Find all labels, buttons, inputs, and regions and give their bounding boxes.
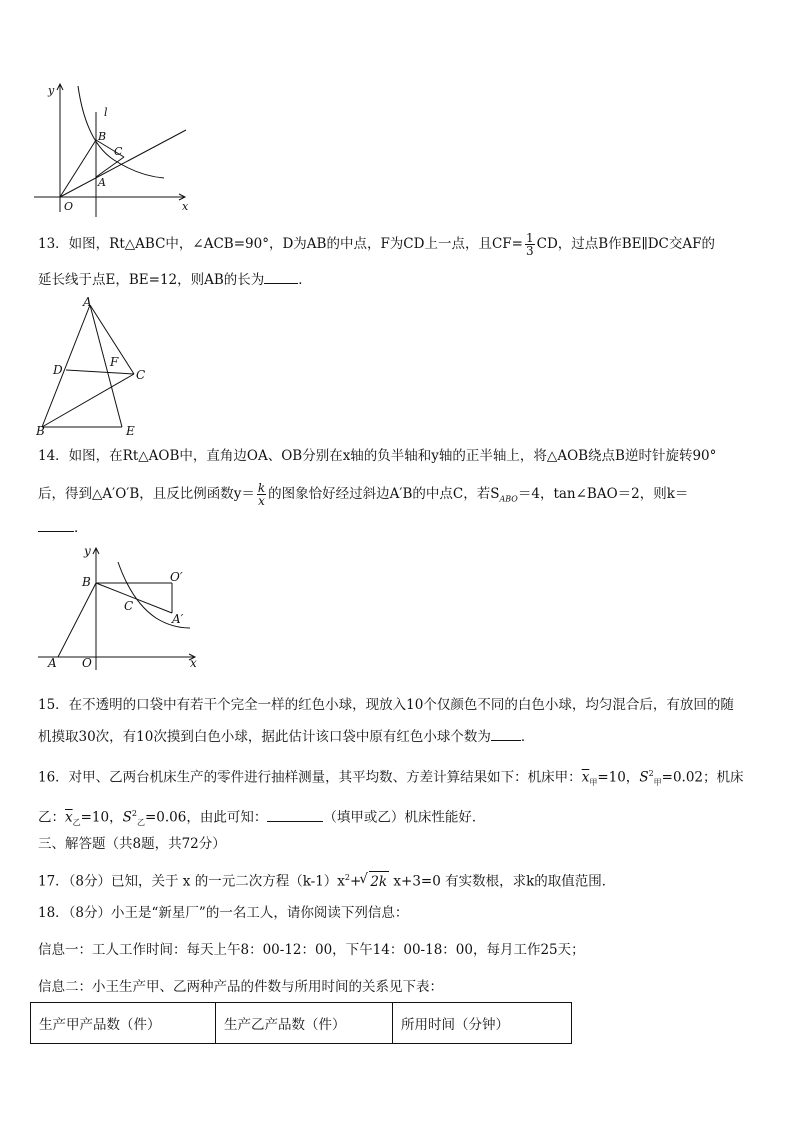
figure-q14	[34, 540, 204, 670]
figure-q12	[34, 72, 194, 222]
label-y: y	[84, 544, 91, 558]
q15-line1: 15．在不透明的口袋中有若干个完全一样的红色小球，现放入10个仅颜色不同的白色小球，均匀混合后，有放回的随	[38, 697, 734, 713]
q17-line: 17．（8分）已知，关于 x 的一元二次方程$(k-1)x^2+$ √ 2k x+3=0 有实数根，求k的取值范围．	[38, 868, 615, 892]
label-a: A	[48, 656, 57, 670]
segment-ab	[58, 583, 96, 657]
answer-blank-q13[interactable]	[264, 271, 298, 284]
figure-q13	[34, 295, 154, 437]
table-header-cell: 生产乙产品数（件）	[216, 1003, 393, 1044]
label-b: B	[82, 575, 91, 589]
production-table	[30, 1002, 572, 1044]
label-o: O	[64, 200, 74, 213]
label-y: y	[48, 84, 55, 97]
table-header-cell: 所用时间（分钟）	[393, 1003, 572, 1044]
answer-blank-q14[interactable]	[38, 519, 74, 532]
label-e: E	[126, 424, 135, 438]
q13-line2: 延长线于点E，BE=12，则AB的长为 ．	[38, 272, 312, 288]
q13-line1	[38, 232, 715, 257]
q14-line2: 后，得到△A′O′B，且反比例函数y＝ $\frac{k}{x}$ 的图象恰好经过斜边A′B的中点C，若$S_{ABO}=4$，tan∠BAO＝2，则k＝	[38, 481, 689, 508]
label-d: D	[53, 363, 63, 377]
q14-line3: ．	[38, 518, 88, 538]
label-c: C	[114, 145, 123, 158]
label-x: x	[190, 656, 197, 670]
q18-line1: 18．（8分）小王是“新星厂”的一名工人，请你阅读下列信息：	[38, 905, 409, 921]
label-a: A	[98, 176, 106, 189]
q13-text-a: 13．如图，Rt△ABC中，∠ACB=90°，D为AB的中点，F为CD上一点，且CF=	[38, 236, 523, 252]
sqrt-expression: √ 2k	[369, 871, 389, 892]
table-header-row	[31, 1003, 572, 1044]
label-c: C	[124, 599, 134, 613]
answer-blank-q15[interactable]	[491, 728, 521, 741]
label-o-prime: O′	[170, 570, 183, 584]
label-l: l	[104, 106, 108, 119]
q13-text-b: CD，过点B作BE∥DC交AF的	[536, 236, 715, 252]
segment-ob	[60, 140, 96, 197]
label-o: O	[82, 656, 92, 670]
label-x: x	[182, 200, 189, 213]
label-c: C	[136, 368, 146, 382]
segment-ab	[42, 305, 90, 427]
q15-line2: 机摸取30次，有10次摸到白色小球，据此估计该口袋中原有红色小球个数为 ．	[38, 729, 535, 745]
segment-dc	[66, 370, 134, 374]
segment-ba2	[96, 583, 172, 613]
table-header-cell: 生产甲产品数（件）	[31, 1003, 216, 1044]
q18-info1: 信息一：工人工作时间：每天上午8：00-12：00，下午14：00-18：00，每月工作25天；	[38, 942, 585, 958]
label-f: F	[110, 355, 119, 369]
segment-ac	[96, 157, 124, 177]
q14-fraction: $\frac{k}{x}$	[257, 481, 266, 508]
label-b: B	[36, 424, 45, 438]
section-heading: 三、解答题（共8题，共72分）	[38, 836, 226, 852]
q16-line2: 乙：$\overline{x}_乙=10$，$S^2_乙=0.06$，由此可知： （填甲或乙）机床性能好．	[38, 809, 486, 828]
q16-line1: 16．对甲、乙两台机床生产的零件进行抽样测量，其平均数、方差计算结果如下：机床甲：$\overline{x}_甲=10$，$S^2_甲=0.02$；机床	[38, 769, 744, 788]
q14-line1: 14．如图，在Rt△AOB中，直角边OA、OB分别在x轴的负半轴和y轴的正半轴上，将△AOB绕点B逆时针旋转90°	[38, 448, 717, 464]
answer-blank-q16[interactable]	[267, 809, 323, 822]
q18-info2: 信息二：小王生产甲、乙两种产品的件数与所用时间的关系见下表：	[38, 979, 443, 995]
q13-fraction: $\frac{1}{3}$	[525, 231, 534, 258]
label-a-prime: A′	[172, 612, 184, 626]
label-b: B	[98, 130, 107, 143]
label-a: A	[83, 295, 92, 309]
line-oc	[60, 130, 186, 197]
